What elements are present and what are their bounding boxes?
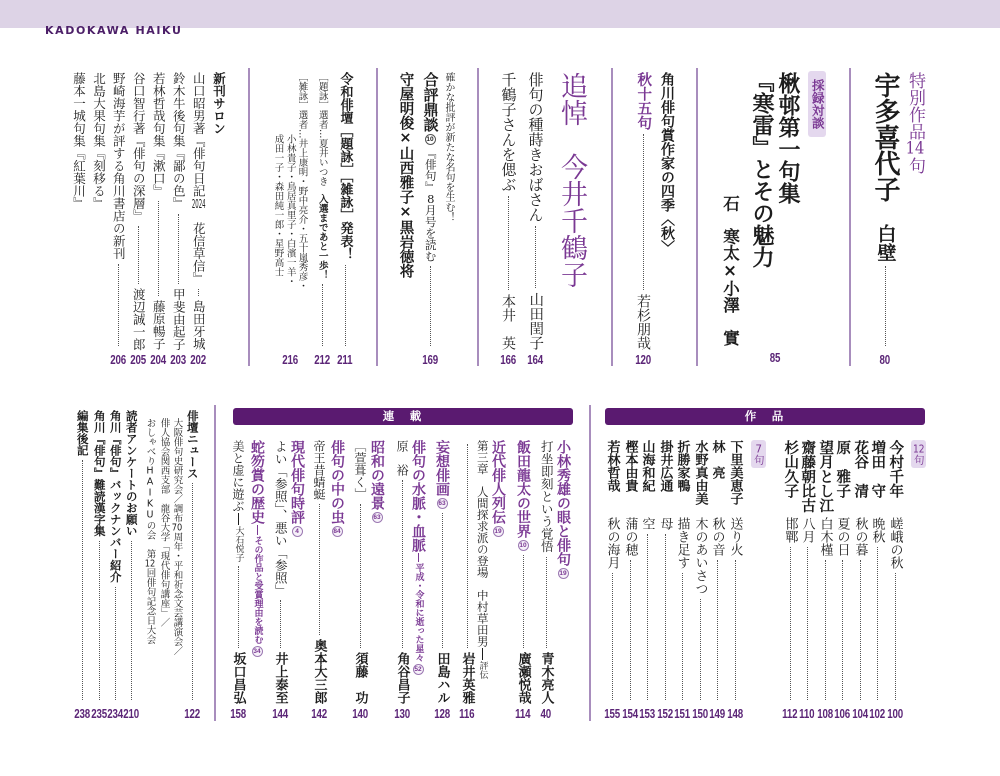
dot-leader — [238, 566, 239, 648]
serial-author: 坂口昌弘 — [230, 652, 246, 704]
work-entry — [780, 440, 800, 720]
work-title: 母 — [657, 517, 673, 530]
dialogue-title-line2: 『寒雷』とその魅力 — [749, 70, 775, 268]
new-book-entry — [108, 72, 128, 366]
page-number: 216 — [282, 353, 298, 367]
em-dash — [482, 648, 483, 660]
work-author: 原 雅子 — [834, 440, 851, 498]
memorial-heading: 追悼 今井千鶴子 — [556, 72, 587, 288]
works-banner: 作 品 — [605, 408, 925, 425]
work-entry — [707, 440, 727, 720]
work-entry — [815, 440, 835, 720]
misc-entry — [89, 410, 109, 720]
dot-leader — [131, 541, 132, 701]
work-entry — [797, 440, 817, 720]
zatsuei-line: ［雑詠］選者…井上康明・野中亮介・五十嵐秀彦・ — [296, 72, 308, 291]
work-author: 花谷 清 — [852, 440, 869, 498]
serial-title-text: 現代俳句時評 — [289, 440, 305, 524]
page-number: 164 — [527, 353, 543, 367]
work-title: 邯鄲 — [782, 517, 798, 543]
installment-number: 63 — [373, 514, 381, 521]
page-number: 40 — [540, 707, 552, 721]
work-entry — [602, 440, 622, 720]
page-number: 122 — [184, 707, 200, 721]
section-divider — [214, 405, 216, 721]
brand-title: KADOKAWA HAIKU — [45, 24, 183, 37]
work-title: 秋の海月 — [604, 517, 620, 569]
entry-author: 本井 英 — [500, 294, 516, 350]
serial-subtitle: よい「参照」、悪い「参照」 — [273, 440, 289, 597]
serial-entry — [513, 440, 533, 720]
dot-leader — [198, 289, 199, 297]
serial-title — [287, 440, 307, 537]
work-author: 水野真由美 — [692, 440, 708, 505]
dot-leader — [118, 264, 119, 347]
memorial-entry — [493, 72, 523, 366]
page-number: 120 — [635, 353, 651, 367]
page-number: 152 — [657, 707, 673, 721]
page-number: 205 — [130, 353, 146, 367]
work-author: 掛井広通 — [657, 440, 673, 492]
zatsuei-line: 成田一子・森田純一郎・星野高士 — [272, 134, 284, 277]
serial-subtitle: 打坐即刻という覚悟 — [539, 440, 555, 553]
dot-leader — [99, 541, 100, 701]
serial-subtitle-note: 大石悦子 — [233, 526, 244, 562]
book-title: 谷口智行著『俳句の深層』 — [131, 72, 147, 222]
reiwa-daiei-entry — [307, 72, 337, 366]
serial-author: 廣瀬悦哉 — [515, 652, 531, 704]
page-number: 166 — [500, 353, 516, 367]
reiwa-title: 令和俳壇［題詠］［雑詠］発表！ — [337, 72, 353, 261]
installment-number: 63 — [438, 500, 446, 507]
page-number: 158 — [230, 707, 246, 721]
em-dash — [418, 553, 419, 562]
new-book-entry — [168, 72, 188, 366]
work-title: 送り火 — [727, 517, 743, 556]
misc-title: 俳壇ニュース — [185, 410, 200, 479]
serial-entry — [228, 440, 248, 720]
review-subtitle: 『俳句』8月号を読む — [423, 147, 438, 262]
work-title: 蒲の穂 — [622, 517, 638, 556]
work-author: 若林哲哉 — [604, 440, 620, 492]
page-number: 110 — [799, 707, 815, 721]
new-book-entry — [128, 72, 148, 366]
dot-leader — [790, 547, 791, 700]
dot-leader — [523, 555, 524, 648]
serial-subtitle: ［萱葺く］ — [353, 440, 367, 500]
page-number: 108 — [817, 707, 833, 721]
page-number: 85 — [769, 351, 781, 365]
serial-subtitle: 第三章 人間探求派の登場 中村草田男 — [475, 440, 490, 647]
page-number: 116 — [459, 707, 475, 721]
work-title: 秋の暮 — [852, 517, 868, 556]
page-number: 150 — [692, 707, 708, 721]
dot-leader — [319, 504, 320, 635]
page-number: 106 — [834, 707, 850, 721]
serial-title — [367, 440, 387, 523]
dot-leader — [115, 587, 116, 701]
work-title: 晩秋 — [869, 517, 885, 543]
page-number: 153 — [639, 707, 655, 721]
page-number: 238 — [74, 707, 90, 721]
book-title: 野崎海芋が評する角川書店の新刊 — [111, 72, 127, 260]
dot-leader — [345, 265, 346, 347]
work-entry — [885, 440, 905, 720]
serial-subtitle: 原 裕 — [395, 440, 409, 476]
dot-leader — [825, 560, 826, 700]
book-title: 北島大果句集『刻移る』 — [91, 72, 107, 210]
haiku-count-label: 7句 — [752, 443, 765, 465]
dialogue-badge-label: 採録対談 — [810, 79, 826, 129]
serial-title-text: 蛇笏賞の歴史 — [249, 440, 265, 524]
work-entry — [867, 440, 887, 720]
dot-leader — [885, 266, 886, 346]
review-entry — [415, 72, 445, 366]
book-title: 鈴木牛後句集『鄙の色』 — [171, 72, 187, 210]
page-number: 202 — [190, 353, 206, 367]
work-author: 林 亮 — [709, 440, 725, 479]
installment-number: 19 — [559, 570, 567, 577]
serial-banner: 連 載 — [233, 408, 573, 425]
page-number: 211 — [337, 353, 353, 367]
dot-leader — [807, 547, 808, 700]
memorial-entry — [520, 72, 550, 366]
seasons-title: 角川俳句賞作家の四季〈秋〉 — [659, 72, 675, 254]
work-author: 折勝家鴨 — [674, 440, 690, 492]
dot-leader — [895, 573, 896, 700]
serial-title-note: 平成・令和に逝った星々 — [413, 563, 424, 662]
dot-leader — [192, 483, 193, 700]
work-title: 嵯峨の秋 — [887, 517, 903, 569]
special-work-entry — [870, 72, 900, 366]
work-author: 望月とし江 — [817, 440, 834, 513]
dot-leader — [535, 226, 536, 288]
new-books-heading: 新刊サロン — [211, 72, 227, 135]
work-entry — [672, 440, 692, 720]
new-book-entry — [148, 72, 168, 366]
dialogue-badge — [808, 71, 826, 137]
haiku-count-badge — [751, 440, 766, 468]
work-entry — [850, 440, 870, 720]
work-title: 秋の音 — [709, 517, 725, 556]
dot-leader — [700, 599, 701, 700]
work-author: 齋藤朝比古 — [799, 440, 816, 513]
work-title: 木のあいさつ — [692, 517, 708, 595]
work-entry — [620, 440, 640, 720]
page-number: 80 — [879, 353, 891, 367]
entry-title: 俳句の種蒔きおばさん — [526, 72, 545, 222]
page-number: 155 — [604, 707, 620, 721]
serial-author: 岩井英雅 — [459, 652, 475, 704]
special-work-title: 白壁 — [874, 224, 897, 262]
page-number: 114 — [515, 707, 531, 721]
dot-leader — [643, 134, 644, 290]
news-detail-line: 大阪俳句史研究会／調布70周年・平和祈念文芸講演会／ — [171, 418, 183, 656]
dot-leader — [158, 201, 159, 296]
page-number: 203 — [170, 353, 186, 367]
page-number: 154 — [622, 707, 638, 721]
serial-subtitle: 帝王昔蜻蜓 — [312, 440, 326, 500]
dot-leader — [630, 560, 631, 700]
page-number: 151 — [674, 707, 690, 721]
page-number: 128 — [434, 707, 450, 721]
serial-author: 田島ハル — [434, 652, 450, 704]
dot-leader — [442, 513, 443, 648]
book-title: 山口昭男著『俳句日記2024 花信草信』 — [191, 72, 207, 285]
serial-entry — [457, 440, 477, 720]
entry-title: 千鶴子さんを偲ぶ — [499, 72, 518, 192]
serial-entry — [432, 440, 452, 720]
serial-title-text: 妄想俳画 — [434, 440, 450, 496]
serial-title-text: 小林秀雄の眼と俳句 — [555, 440, 571, 566]
dot-leader — [860, 560, 861, 700]
serial-title-note: その作品と受賞理由を読む — [252, 536, 263, 644]
serial-title-text: 俳句の水脈・血脈 — [410, 440, 426, 552]
dialogue-title-line1: 楸邨第一句集 — [775, 72, 801, 204]
section-divider — [589, 405, 591, 721]
misc-title: 角川『俳句』難読漢字集 — [92, 410, 107, 537]
serial-entry — [309, 440, 329, 720]
daiei-selector: ［題詠］選者…夏井いつき — [316, 72, 328, 186]
section-divider — [248, 68, 250, 366]
dot-leader — [682, 573, 683, 700]
dot-leader — [402, 480, 403, 648]
dot-leader — [178, 214, 179, 284]
page-number: 204 — [150, 353, 166, 367]
serial-author: 井上泰至 — [272, 652, 288, 704]
page-number: 210 — [123, 707, 139, 721]
haiku-count-label: 12句 — [912, 443, 925, 465]
em-dash — [257, 525, 258, 535]
book-reviewer: 渡辺誠一郎 — [131, 287, 147, 350]
page-number: 235 — [91, 707, 107, 721]
serial-subtitle: 美と虚に遊ぶ — [231, 440, 245, 512]
serial-title — [327, 440, 347, 537]
page-number: 102 — [869, 707, 885, 721]
entry-author: 山田閏子 — [527, 292, 544, 350]
section-divider — [376, 68, 378, 366]
installment-number: 34 — [253, 648, 261, 655]
dialogue-participants: 石 寒太×小澤 實 — [720, 195, 740, 346]
serial-author: 須藤 功 — [352, 652, 368, 704]
book-reviewer: 甲斐由起子 — [171, 287, 187, 350]
misc-title: 編集後記 — [75, 410, 90, 456]
review-title: 合評鼎談 — [421, 72, 440, 132]
seasons-author: 若杉朋哉 — [635, 294, 651, 350]
page-number: 234 — [107, 707, 123, 721]
work-title: 空 — [639, 517, 655, 530]
page-number: 112 — [782, 707, 798, 721]
work-entry — [655, 440, 675, 720]
work-title: 夏の日 — [834, 517, 850, 556]
dot-leader — [138, 226, 139, 284]
dot-leader — [508, 196, 509, 290]
misc-entry — [182, 410, 202, 720]
daiei-note: 入選まであと一歩！ — [316, 194, 328, 280]
page-number: 148 — [727, 707, 743, 721]
serial-title-text: 飯田龍太の世界 — [515, 440, 531, 538]
section-divider — [477, 68, 479, 366]
serial-author: 角谷昌子 — [394, 652, 410, 704]
dot-leader — [647, 534, 648, 700]
section-divider — [696, 68, 698, 366]
serial-title — [553, 440, 573, 579]
review-participants: 守屋明俊×山西雅子×黒岩徳将 — [397, 72, 414, 278]
seasons-subtitle: 秋十五句 — [635, 72, 652, 130]
work-author: 今村千年 — [887, 440, 904, 498]
serial-title — [247, 440, 267, 657]
issue-number-badge: 10 — [426, 136, 434, 143]
work-entry — [690, 440, 710, 720]
work-author: 杉山久子 — [782, 440, 799, 498]
serial-entry — [536, 440, 556, 720]
serial-entry — [350, 440, 370, 720]
dot-leader — [842, 560, 843, 700]
serial-entry — [270, 440, 290, 720]
work-author: 増田 守 — [869, 440, 886, 498]
installment-number: 84 — [333, 528, 341, 535]
dot-leader — [467, 444, 468, 648]
dot-leader — [665, 534, 666, 700]
page-number: 140 — [352, 707, 368, 721]
work-author: 樫本由貴 — [622, 440, 638, 492]
page-number: 212 — [314, 353, 330, 367]
special-work-label: 特別作品14句 — [905, 72, 925, 174]
book-reviewer: 島田牙城 — [191, 300, 207, 350]
page-number: 130 — [394, 707, 410, 721]
serial-author: 青木亮人 — [538, 652, 554, 704]
dot-leader — [546, 557, 547, 649]
work-author: 山海和紀 — [639, 440, 655, 492]
zatsuei-line: 小林貴子・鳥居真里子・白濱一羊・ — [284, 134, 296, 286]
section-divider — [849, 68, 851, 366]
book-title: 藤本一城句集『紅葉川』 — [71, 72, 87, 210]
serial-title-text: 俳句の中の虫 — [329, 440, 345, 524]
installment-number: 10 — [519, 542, 527, 549]
work-title: 白木槿 — [817, 517, 833, 556]
misc-title: 角川『俳句』バックナンバー紹介 — [108, 410, 123, 583]
installment-number: 4 — [292, 526, 303, 537]
page-number: 149 — [709, 707, 725, 721]
dot-leader — [717, 560, 718, 700]
dot-leader — [82, 460, 83, 700]
page-number: 144 — [272, 707, 288, 721]
page-number: 206 — [110, 353, 126, 367]
haiku-count-badge — [911, 440, 926, 468]
installment-number: 19 — [494, 528, 502, 535]
page-number: 169 — [422, 353, 438, 367]
serial-title-text: 昭和の遠景 — [369, 440, 385, 510]
dot-leader — [360, 504, 361, 648]
page-number: 100 — [887, 707, 903, 721]
work-entry — [637, 440, 657, 720]
serial-author: 奥本大三郎 — [311, 639, 327, 704]
review-tagline: 確かな批評が新たな名句を生む！ — [443, 72, 454, 222]
dot-leader — [280, 600, 281, 648]
installment-number: 52 — [414, 666, 422, 673]
serial-entry — [392, 440, 412, 720]
work-entry — [832, 440, 852, 720]
em-dash — [238, 513, 239, 525]
special-work-author: 宇多喜代子 — [870, 72, 900, 202]
book-reviewer: 藤原暢子 — [151, 300, 167, 350]
work-entry — [725, 440, 745, 720]
work-title: 描き足す — [674, 517, 690, 569]
dot-leader — [430, 266, 431, 346]
news-detail-line: 俳人協会関西支部 龍谷大学「現代俳句講座」／ — [158, 418, 170, 627]
work-title: 八月 — [799, 517, 815, 543]
misc-title: 読者アンケートのお願い — [124, 410, 139, 537]
dot-leader — [735, 560, 736, 700]
serial-title-text: 近代俳人列伝 — [490, 440, 506, 524]
dot-leader — [612, 573, 613, 700]
news-detail-line: おしゃべりHAIKUの会 第12回俳句記念日大会 — [144, 418, 156, 644]
book-title: 若林哲哉句集『漱口』 — [151, 72, 167, 197]
dot-leader — [322, 284, 323, 347]
work-author: 下里美恵子 — [727, 440, 743, 505]
page-number: 142 — [311, 707, 327, 721]
dot-leader — [877, 547, 878, 700]
misc-entry — [72, 410, 92, 720]
seasons-entry — [628, 72, 658, 366]
new-book-entry — [188, 72, 208, 366]
page-number: 104 — [852, 707, 868, 721]
serial-subtitle-note: 評伝 — [477, 661, 488, 679]
section-divider — [611, 68, 613, 366]
